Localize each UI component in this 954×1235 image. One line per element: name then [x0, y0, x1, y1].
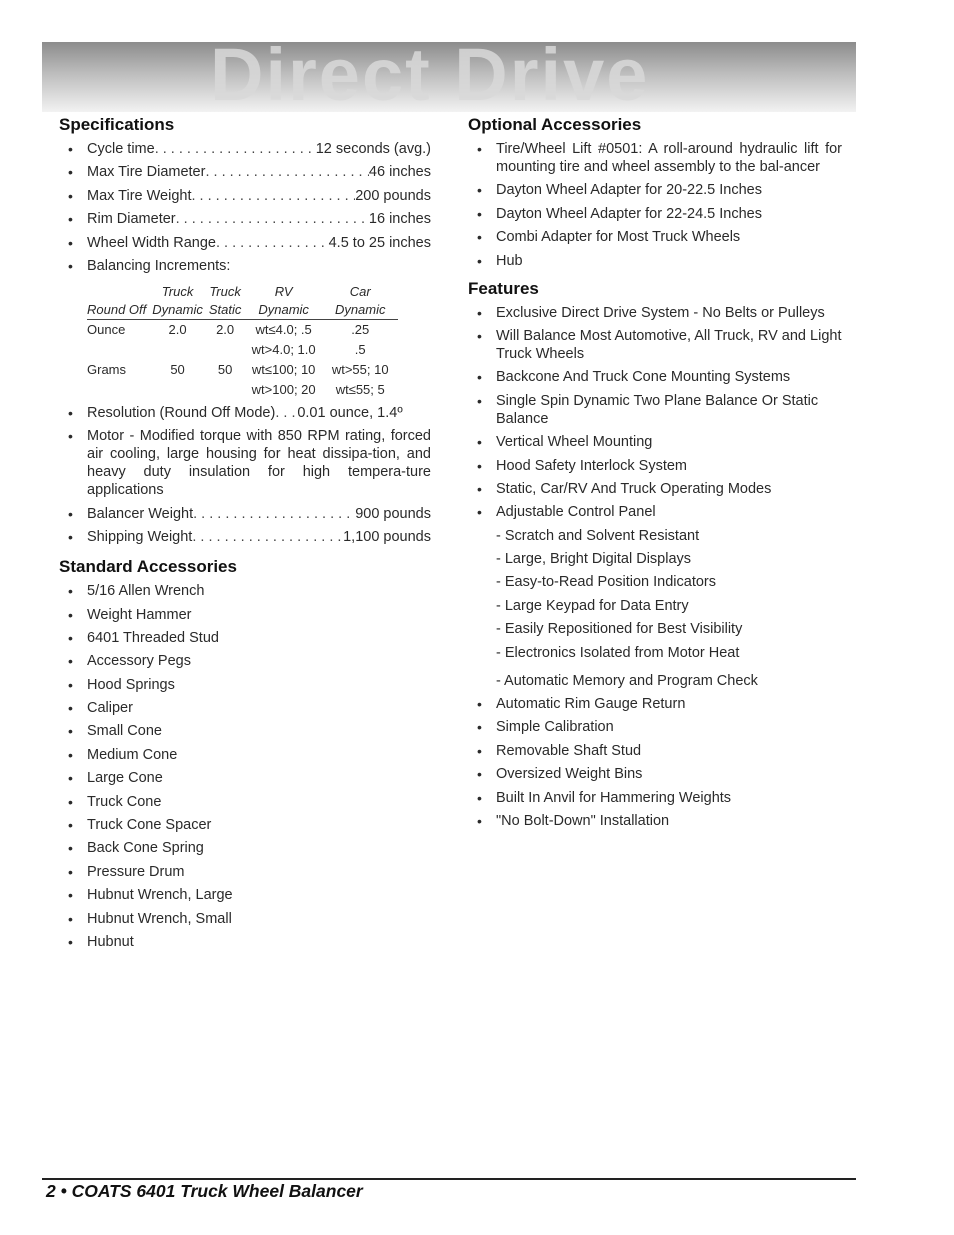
standard-accessories-list: [59, 582, 431, 951]
balancing-increments-table: Truck Truck RV Car Round Off Dynamic Static Dynamic Dynamic Ounce 2.0 2.0 wt≤4.0; .5 .25 wt>4.0; 1.0 .5 Grams 50 50 wt≤100; 10 wt>55; 10 wt>100; 20 wt≤55; 5: [87, 283, 398, 400]
list-item: • Exclusive Direct Drive System - No Belts or Pulleys: [477, 304, 825, 321]
table-row: Grams 50 50 wt≤100; 10 wt>55; 10: [87, 361, 389, 377]
table-row: wt>4.0; 1.0 .5: [251, 341, 366, 357]
spec-item: • Rim Diameter . . . 16 inches: [59, 210, 431, 228]
list-item: • Hubnut Wrench, Small: [68, 910, 232, 927]
features-list: [468, 304, 842, 830]
list-item: • Small Cone: [68, 723, 162, 740]
features-heading: Features: [468, 278, 539, 298]
header-banner: [42, 42, 856, 112]
list-item: • Truck Cone: [68, 793, 162, 810]
list-item: • Hubnut Wrench, Large: [68, 887, 233, 904]
list-item: • Hood Safety Interlock System: [477, 457, 687, 474]
list-item: • Removable Shaft Stud: [477, 742, 642, 759]
left-column: [59, 114, 431, 959]
list-item: • Truck Cone Spacer: [68, 817, 212, 834]
spec-item: • Shipping Weight . . . 1,100 pounds: [59, 528, 431, 546]
list-item: • Accessory Pegs: [68, 653, 191, 670]
list-item: • Simple Calibration: [477, 719, 614, 736]
list-item: • Large Cone: [68, 770, 163, 787]
specifications-heading: Specifications: [59, 115, 175, 134]
spec-item: • Wheel Width Range . . . 4.5 to 25 inches: [59, 234, 431, 252]
list-item: • 6401 Threaded Stud: [68, 629, 219, 646]
list-item: • Pressure Drum: [68, 863, 185, 880]
optional-accessories-heading: Optional Accessories: [468, 115, 642, 134]
list-item: • Weight Hammer: [68, 606, 192, 623]
standard-accessories-heading: Standard Accessories: [59, 557, 237, 577]
list-subitem: - Large, Bright Digital Displays: [496, 551, 692, 568]
list-item: • Back Cone Spring: [68, 840, 204, 857]
list-item: • Automatic Rim Gauge Return: [477, 696, 686, 713]
list-item: • 5/16 Allen Wrench: [68, 583, 205, 600]
spec-item: • Balancer Weight . . . 900 pounds: [59, 505, 431, 523]
table-row: wt>100; 20 wt≤55; 5: [251, 381, 385, 397]
list-item: • Backcone And Truck Cone Mounting Systems: [477, 369, 791, 386]
list-item: • Dayton Wheel Adapter for 20-22.5 Inches: [477, 182, 762, 199]
list-item: • Built In Anvil for Hammering Weights: [477, 789, 732, 806]
list-subitem: - Automatic Memory and Program Check: [496, 672, 758, 689]
list-item: • Dayton Wheel Adapter for 22-24.5 Inches: [477, 205, 762, 222]
list-subitem: - Large Keypad for Data Entry: [496, 597, 689, 614]
table-row: Ounce 2.0 2.0 wt≤4.0; .5 .25: [87, 321, 370, 337]
specifications-list: [59, 140, 431, 275]
list-item: • Static, Car/RV And Truck Operating Modes: [477, 480, 772, 497]
list-item: • Hood Springs: [68, 676, 175, 693]
spec-item: • Max Tire Weight . . . 200 pounds: [59, 187, 431, 205]
optional-accessories-list: [468, 140, 842, 270]
list-item: • Caliper: [68, 700, 133, 717]
footer-page-label: 2 • COATS 6401 Truck Wheel Balancer: [46, 1181, 363, 1201]
list-item: • Hubnut: [68, 933, 134, 950]
list-item: • Adjustable Control Panel: [477, 504, 656, 521]
list-item: • Hub: [477, 252, 523, 269]
right-column: [468, 114, 842, 838]
banner-title: Direct Drive: [210, 42, 650, 112]
specifications-list-2: [59, 404, 431, 546]
list-subitem: - Electronics Isolated from Motor Heat: [496, 644, 740, 661]
list-item: • Tire/Wheel Lift #0501: A roll-around hydraulic lift for mounting tire and wheel assembly to the bal-ancer: [477, 141, 842, 175]
list-item: • Will Balance Most Automotive, All Truck, RV and Light Truck Wheels: [477, 327, 842, 362]
list-item: • Vertical Wheel Mounting: [477, 434, 653, 451]
list-subitem: - Easily Repositioned for Best Visibility: [496, 621, 743, 638]
spec-item-resolution: • Resolution (Round Off Mode) . . . 0.01 ounce, 1.4º: [59, 404, 431, 422]
list-item: • Combi Adapter for Most Truck Wheels: [477, 229, 741, 246]
list-item: • Single Spin Dynamic Two Plane Balance Or Static Balance: [477, 392, 819, 427]
list-item: • "No Bolt-Down" Installation: [477, 812, 670, 829]
spec-item-balancing: • Balancing Increments:: [68, 257, 231, 274]
footer-rule: [42, 1178, 856, 1180]
list-subitem: - Scratch and Solvent Resistant: [496, 527, 700, 544]
spec-item: • Cycle time . . . 12 seconds (avg.): [59, 140, 431, 158]
list-item: • Medium Cone: [68, 746, 178, 763]
spec-item-motor: • Motor - Modified torque with 850 RPM rating, forced air cooling, large housing for heat dissipa-tion, and heavy duty insulation for high tempera-ture applications: [68, 428, 431, 499]
list-subitem: - Easy-to-Read Position Indicators: [496, 574, 717, 591]
list-item: • Oversized Weight Bins: [477, 766, 643, 783]
spec-item: • Max Tire Diameter . . . 46 inches: [59, 163, 431, 181]
